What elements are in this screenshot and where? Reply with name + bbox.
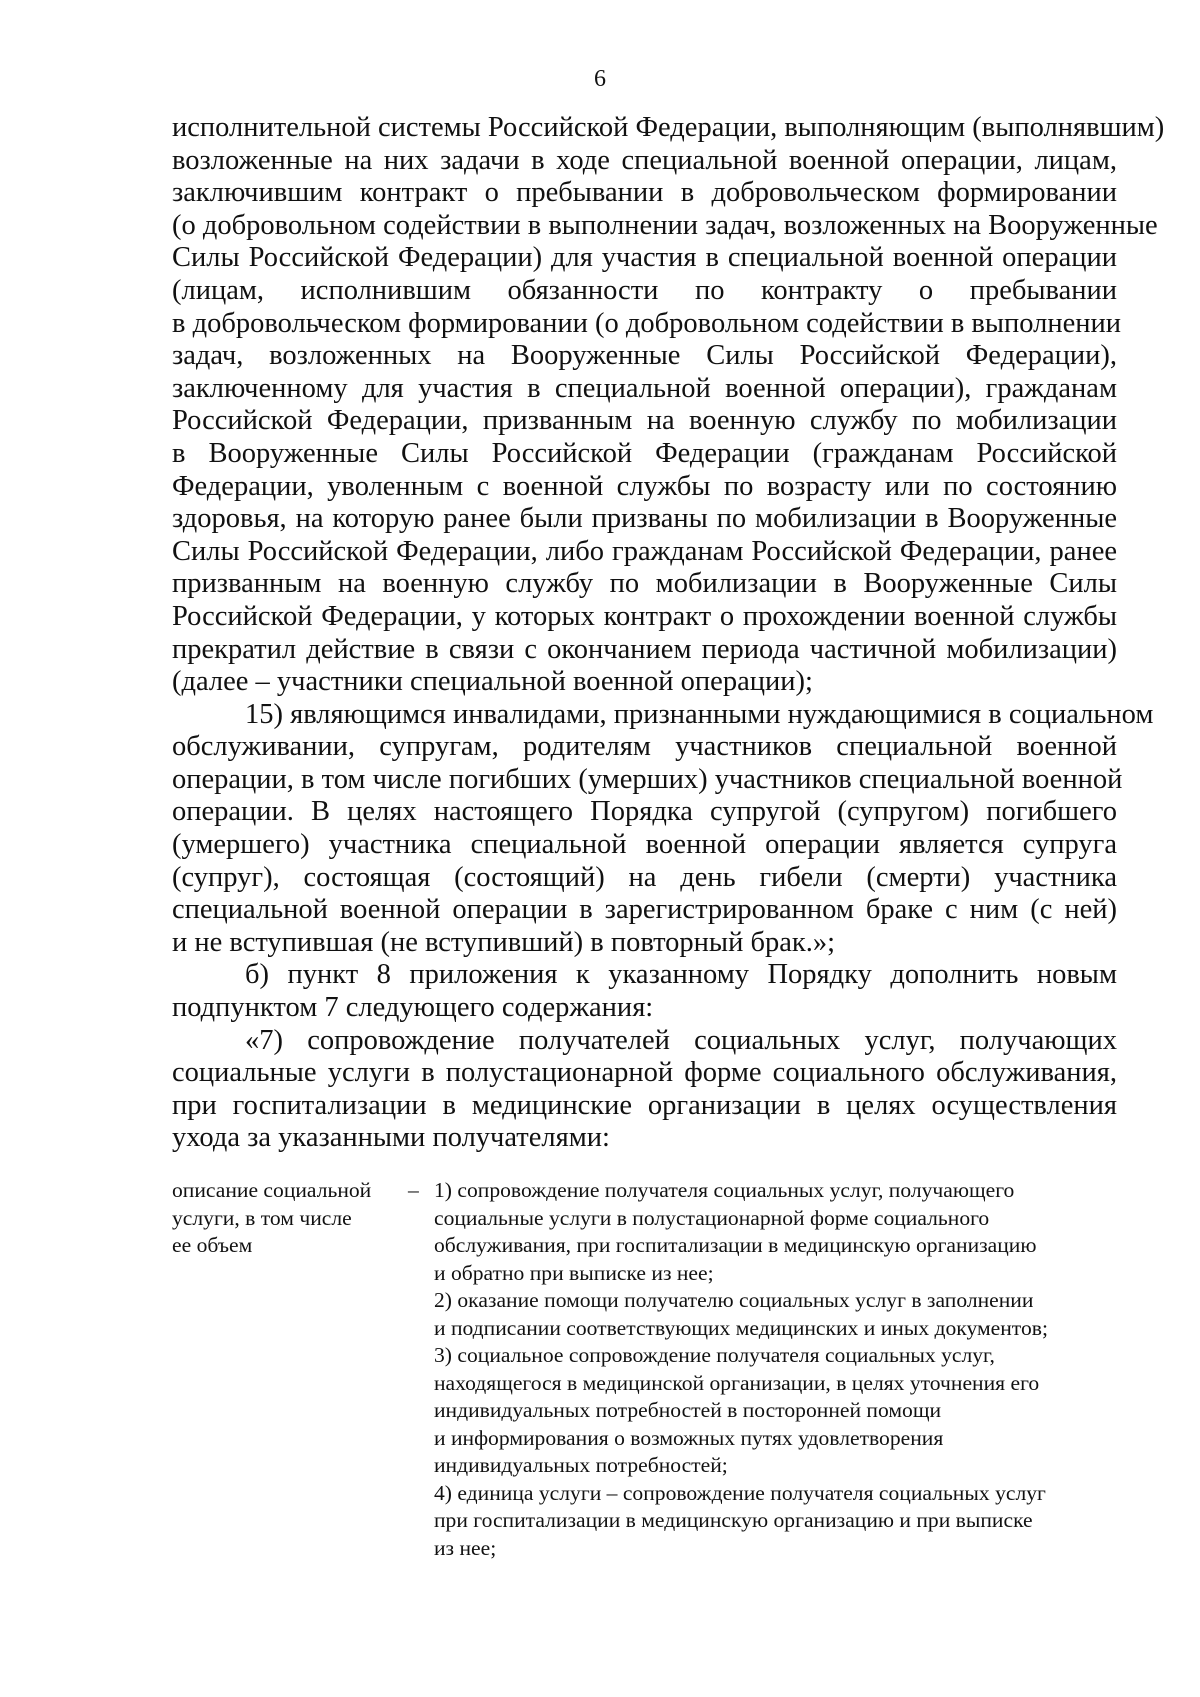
text-line: в добровольческом формировании (о добровольном содействии в выполнении [172, 307, 1122, 339]
description-items [434, 1177, 1124, 1562]
text-line: б) пункт 8 приложения к указанному Порядку дополнить новым [245, 959, 1117, 991]
item-line: находящегося в медицинской организации, в целях уточнения его [434, 1370, 1040, 1395]
item-line: индивидуальных потребностей в посторонней помощи [434, 1398, 941, 1422]
item-line: при госпитализации в медицинскую организацию и при выписке [434, 1508, 1033, 1532]
text-line: Силы Российской Федерации, либо гражданам Российской Федерации, ранее [172, 535, 1117, 567]
text-line: здоровья, на которую ранее были призваны по мобилизации в Вооруженные [172, 503, 1117, 535]
item-line: обслуживания, при госпитализации в медицинскую организацию [434, 1233, 1037, 1257]
item-line: 1) сопровождение получателя социальных услуг, получающего [434, 1178, 1015, 1202]
page-number: 6 [594, 66, 606, 92]
item-line: 3) социальное сопровождение получателя социальных услуг, [434, 1343, 995, 1367]
item-line: и подписании соответствующих медицинских и иных документов; [434, 1315, 1048, 1340]
item-line: 2) оказание помощи получателю социальных услуг в заполнении [434, 1288, 1034, 1312]
label-line: описание социальной [172, 1178, 372, 1202]
item-line: и информирования о возможных путях удовлетворения [434, 1425, 944, 1450]
label-line: услуги, в том числе [172, 1205, 352, 1230]
text-line: (о добровольном содействии в выполнении задач, возложенных на Вооруженные [172, 209, 1158, 241]
item-line: из нее; [434, 1535, 497, 1560]
item-line: 4) единица услуги – сопровождение получателя социальных услуг [434, 1480, 1046, 1505]
text-line: заключившим контракт о пребывании в добровольческом формировании [172, 177, 1117, 209]
text-line: заключенному для участия в специальной военной операции), гражданам [172, 372, 1117, 404]
text-line: возложенные на них задачи в ходе специальной военной операции, лицам, [172, 144, 1117, 176]
text-line: 15) являющимся инвалидами, признанными нуждающимися в социальном [245, 698, 1154, 730]
description-label [172, 1177, 432, 1260]
text-line: Российской Федерации, призванным на военную службу по мобилизации [172, 405, 1117, 437]
text-line: операции, в том числе погибших (умерших) участников специальной военной [172, 763, 1123, 795]
body-text [172, 112, 1165, 1155]
text-line: социальные услуги в полустационарной форме социального обслуживания, [172, 1057, 1117, 1089]
text-line: операции. В целях настоящего Порядка супругой (супругом) погибшего [172, 796, 1117, 828]
text-line: подпунктом 7 следующего содержания: [172, 992, 654, 1024]
item-line: социальные услуги в полустационарной форме социального [434, 1205, 990, 1230]
item-line: и обратно при выписке из нее; [434, 1260, 714, 1285]
dash-separator: – [408, 1178, 419, 1202]
text-line: (лицам, исполнившим обязанности по контракту о пребывании [172, 274, 1117, 306]
text-line: Федерации, уволенным с военной службы по возрасту или по состоянию [172, 470, 1117, 502]
text-line: Российской Федерации, у которых контракт о прохождении военной службы [172, 600, 1117, 632]
text-line: при госпитализации в медицинские организации в целях осуществления [172, 1089, 1117, 1121]
text-line: специальной военной операции в зарегистрированном браке с ним (с ней) [172, 894, 1117, 926]
text-line: обслуживании, супругам, родителям участников специальной военной [172, 731, 1117, 763]
text-line: Силы Российской Федерации) для участия в специальной военной операции [172, 242, 1117, 274]
text-line: призванным на военную службу по мобилизации в Вооруженные Силы [172, 568, 1117, 600]
text-line: задач, возложенных на Вооруженные Силы Российской Федерации), [172, 340, 1117, 372]
text-line: «7) сопровождение получателей социальных услуг, получающих [245, 1024, 1117, 1056]
text-line: в Вооруженные Силы Российской Федерации (гражданам Российской [172, 437, 1117, 469]
text-line: (супруг), состоящая (состоящий) на день гибели (смерти) участника [172, 861, 1117, 893]
text-line: и не вступившая (не вступивший) в повторный брак.»; [172, 926, 836, 958]
text-line: (умершего) участника специальной военной операции является супруга [172, 829, 1117, 861]
text-line: прекратил действие в связи с окончанием периода частичной мобилизации) [172, 633, 1117, 665]
text-line: (далее – участники специальной военной операции); [172, 666, 813, 698]
label-line: ее объем [172, 1233, 253, 1257]
text-line: ухода за указанными получателями: [172, 1122, 610, 1154]
text-line: исполнительной системы Российской Федерации, выполняющим (выполнявшим) [172, 112, 1165, 143]
item-line: индивидуальных потребностей; [434, 1453, 728, 1477]
